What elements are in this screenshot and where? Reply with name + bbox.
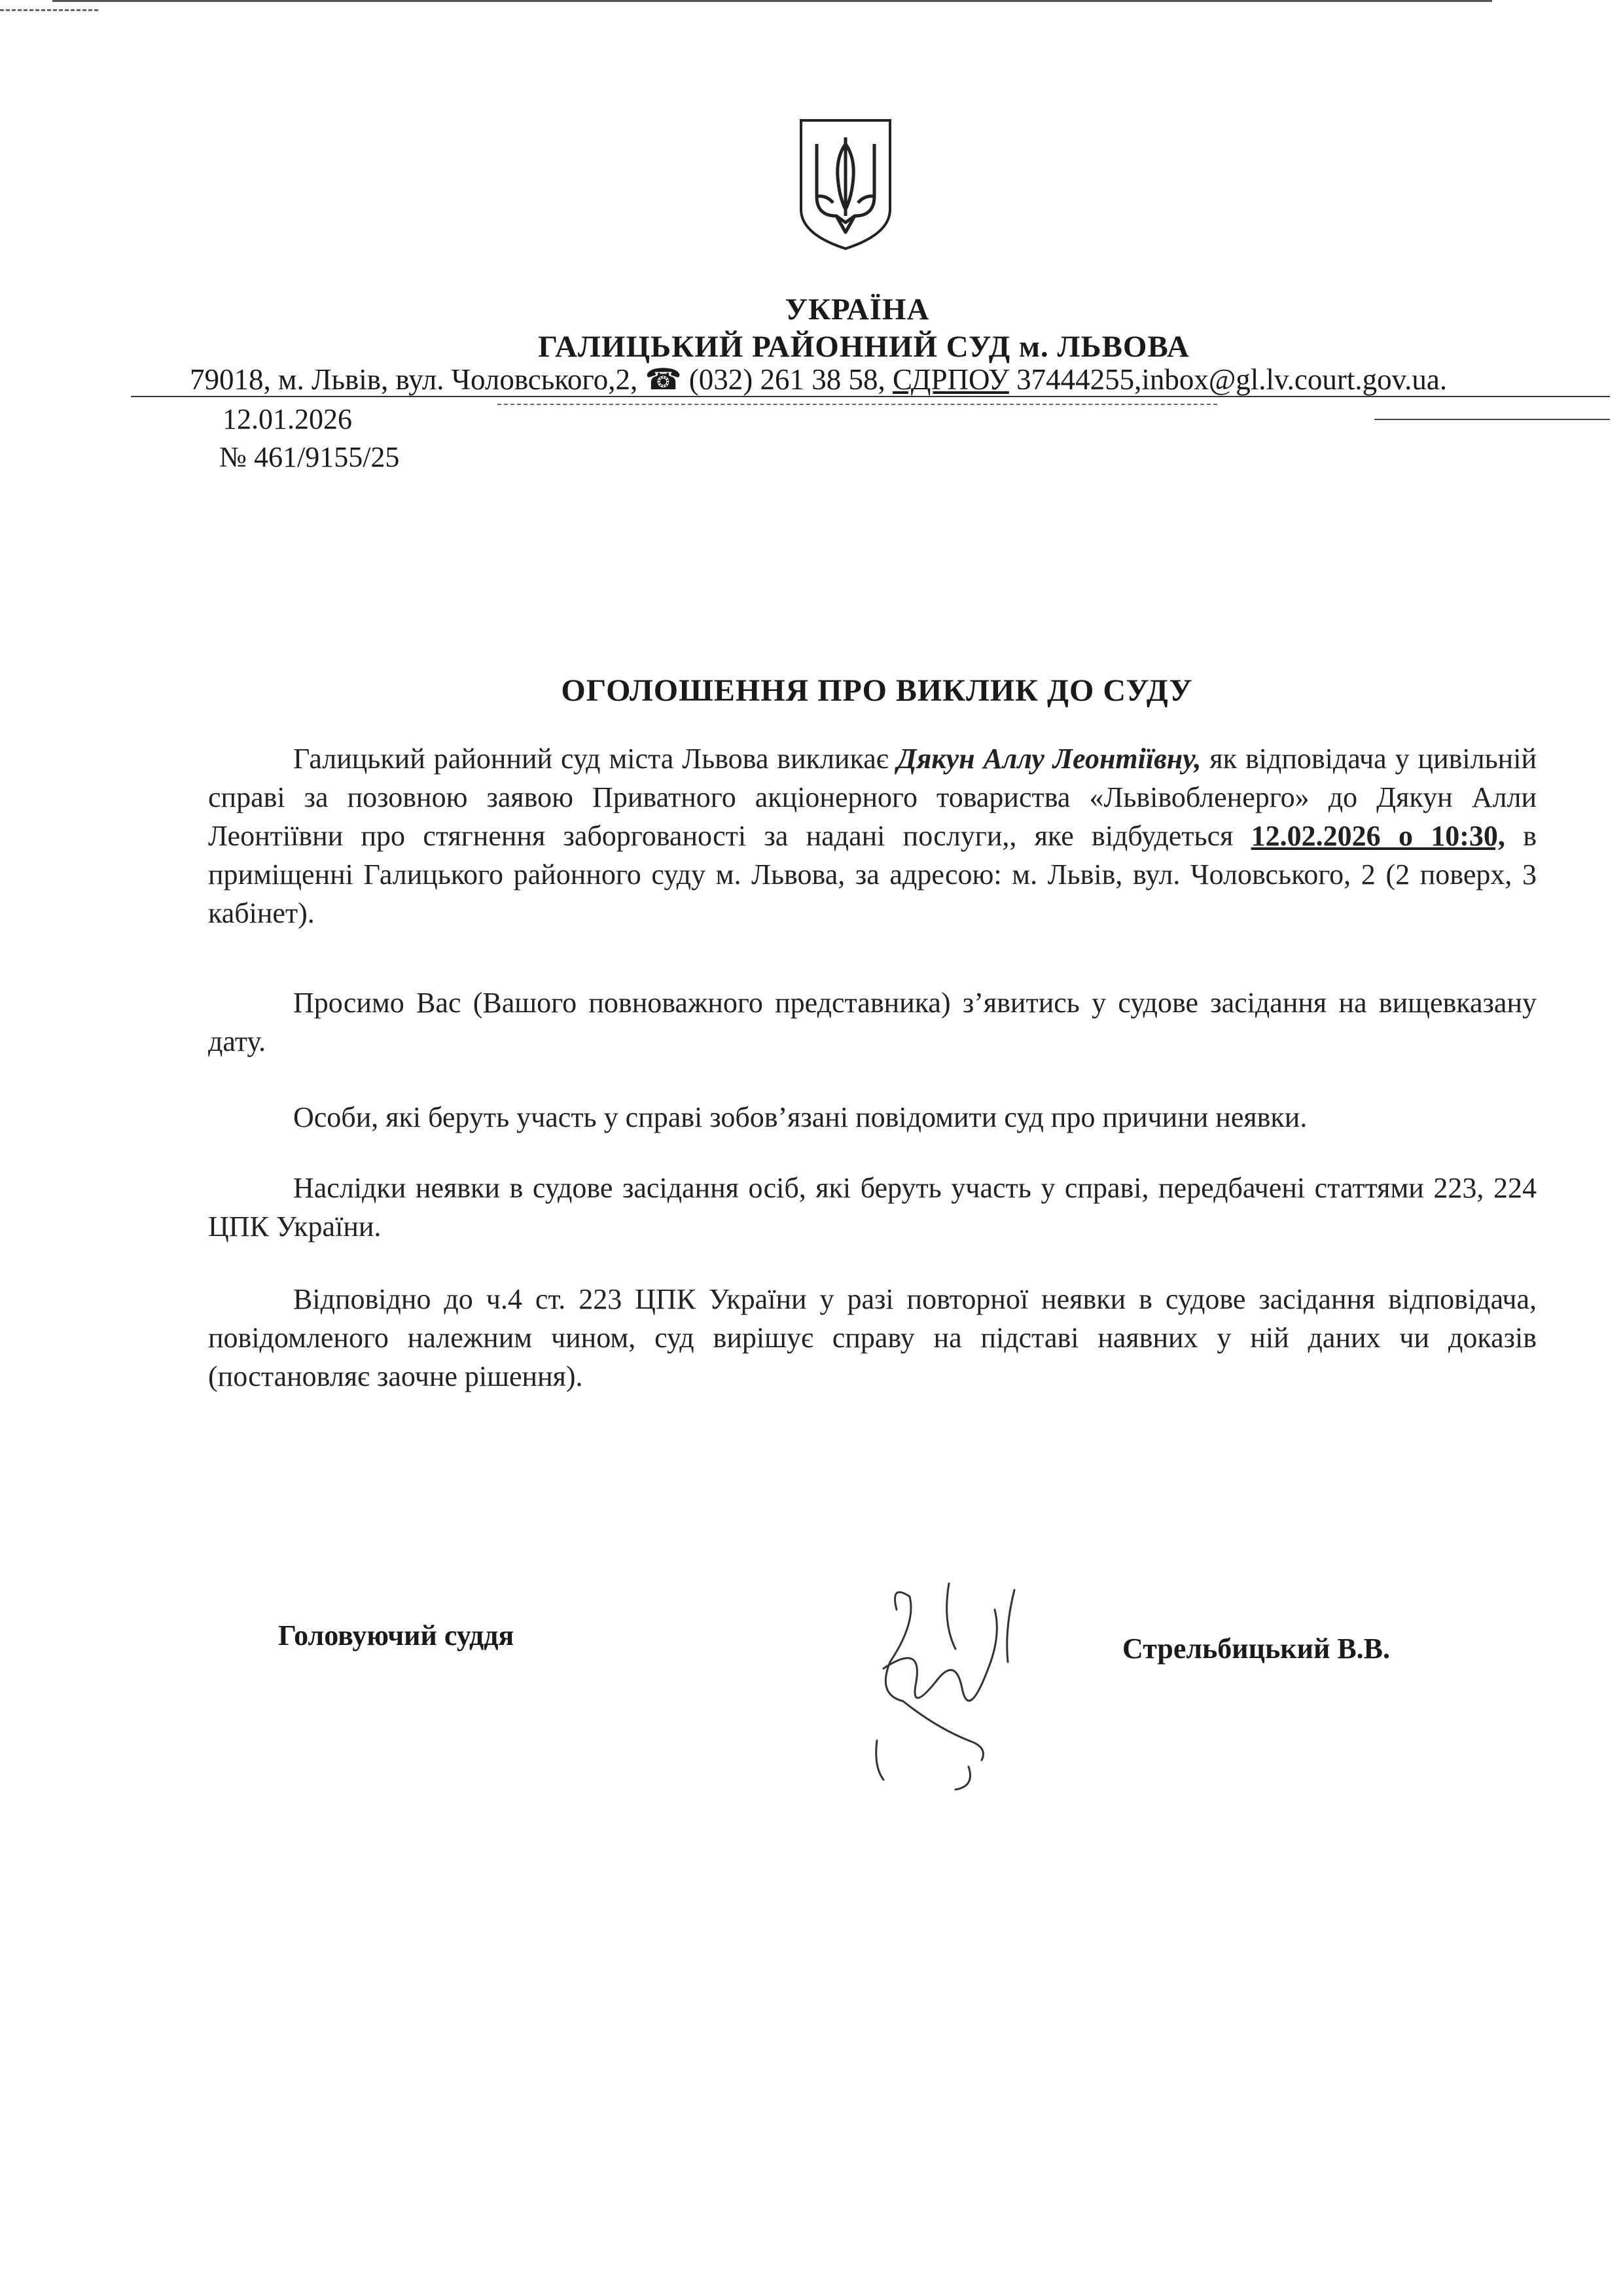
scan-edge-dash	[0, 9, 98, 11]
legal-basis-text: Відповідно до ч.4 ст. 223 ЦПК України у разі повторної неявки в судове засідання відповідача, повідомленого належним чином, суд вирішує справу на підставі наявних у ній даних чи доказів (постановляє заочне рішення).	[208, 1283, 1537, 1392]
paragraph-consequences	[208, 1169, 1537, 1246]
header-rule-dashed	[497, 404, 1217, 405]
document-number: № 461/9155/25	[219, 441, 400, 473]
court-address	[190, 362, 1447, 397]
paragraph-legal-basis	[208, 1280, 1537, 1396]
signer-name: Стрельбицький В.В.	[1122, 1633, 1391, 1665]
address-edrpou-label: СДРПОУ	[893, 363, 1009, 396]
summons-location: в приміщенні Галицького районного суду м. Львова, за адресою: м. Львів, вул. Чоловського, 2 (2 поверх, 3 кабінет).	[208, 820, 1537, 929]
consequences-text: Наслідки неявки в судове засідання осіб, які беруть участь у справі, передбачені статтями 223, 224 ЦПК України.	[208, 1172, 1537, 1243]
request-text: Просимо Вас (Вашого повноважного представника) з’явитись у судове засідання на вищевказану дату.	[208, 987, 1537, 1057]
header-rule-right	[1374, 419, 1610, 420]
hearing-datetime: 12.02.2026 о 10:30,	[1251, 820, 1505, 852]
coat-of-arms-icon	[797, 118, 894, 252]
paragraph-obligation	[208, 1098, 1537, 1137]
paragraph-summons	[208, 739, 1537, 932]
defendant-name: Дякун Аллу Леонтіївну,	[897, 743, 1202, 775]
header-court-name: ГАЛИЦЬКИЙ РАЙОННИЙ СУД м. ЛЬВОВА	[538, 330, 1190, 364]
signer-role: Головуючий суддя	[278, 1619, 514, 1651]
address-code-email: 37444255,inbox@gl.lv.court.gov.ua.	[1008, 363, 1448, 396]
header-rule	[131, 396, 1610, 397]
summons-intro: Галицький районний суд міста Львова викликає	[293, 743, 897, 775]
document-title: ОГОЛОШЕННЯ ПРО ВИКЛИК ДО СУДУ	[561, 673, 1193, 708]
address-street: 79018, м. Львів, вул. Чоловського,2,	[190, 363, 645, 396]
document-date: 12.01.2026	[223, 403, 352, 435]
telephone-icon: ☎	[645, 363, 682, 396]
address-phone: (032) 261 38 58,	[681, 363, 893, 396]
obligation-text: Особи, які беруть участь у справі зобов’язані повідомити суд про причини неявки.	[293, 1101, 1308, 1133]
header-country: УКРАЇНА	[785, 292, 930, 327]
handwritten-signature	[818, 1570, 1080, 1793]
paragraph-request	[208, 983, 1537, 1061]
scan-edge-line	[52, 0, 1492, 7]
summons-case: як відповідача у цивільній справі за позовною заявою Приватного акціонерного товариства «Львівобленерго» до Дякун Алли Леонтіївни про стягнення заборгованості за надані послуги,, яке відбудеться	[208, 743, 1537, 852]
